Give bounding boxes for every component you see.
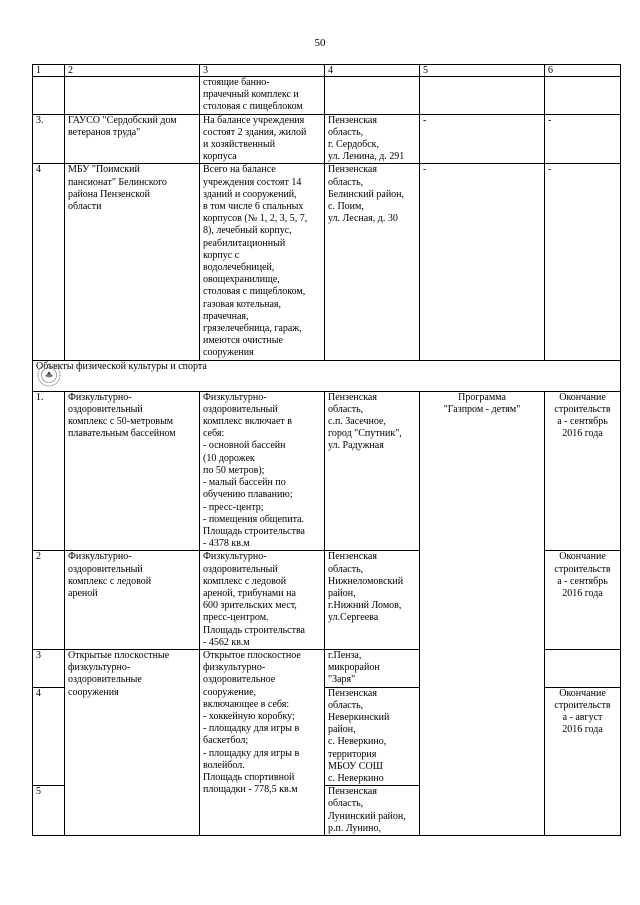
table-row	[33, 164, 621, 360]
objects-table	[32, 64, 621, 836]
cell-address: Пензенская область, Белинский район, с. Поим, ул. Лесная, д. 30	[325, 164, 420, 360]
table-header-row	[33, 65, 621, 77]
cell-address: Пензенская область, с.п. Засечное, город "Спутник", ул. Радужная	[325, 391, 420, 551]
section-title: Объекты физической культуры и спорта	[36, 360, 207, 372]
cell-name: Физкультурно- оздоровительный комплекс с 50-метровым плавательным бассейном	[65, 391, 200, 551]
cell-description: Всего на балансе учреждения состоят 14 зданий и сооружений, в том числе 6 спальных корпусов (№ 1, 2, 3, 5, 7, 8), лечебный корпус, реабилитационный корпус с водолечебницей, овощехранилище, столовая с пищеблоком, газовая котельная, прачечная, грязелечебница, гараж, имеются очистные сооружения	[200, 164, 325, 360]
cell-name	[65, 77, 200, 115]
cell-deadline	[545, 649, 621, 687]
cell-number: 3	[33, 649, 65, 687]
page-number: 50	[314, 37, 326, 49]
cell-deadline: -	[545, 114, 621, 164]
cell-address: Пензенская область, Лунинский район, р.п. Лунино,	[325, 786, 420, 836]
cell-description: стоящие банно- прачечный комплекс и столовая с пищеблоком	[200, 77, 325, 115]
cell-address: Пензенская область, Нижнеломовский район, г.Нижний Ломов, ул.Сергеева	[325, 551, 420, 650]
header-cell: 4	[325, 65, 420, 77]
seal-icon	[37, 363, 61, 387]
section-row	[33, 360, 621, 391]
cell-deadline	[545, 77, 621, 115]
table-row	[33, 391, 621, 551]
cell-name: Открытые плоскостные физкультурно- оздоровительные сооружения	[65, 649, 200, 835]
cell-program: -	[420, 114, 545, 164]
cell-program	[420, 77, 545, 115]
cell-number: 5	[33, 786, 65, 836]
cell-number: 4	[33, 164, 65, 360]
cell-address: г.Пенза, микрорайон "Заря"	[325, 649, 420, 687]
cell-address	[325, 77, 420, 115]
cell-name: Физкультурно- оздоровительный комплекс с ледовой ареной	[65, 551, 200, 650]
cell-description: На балансе учреждения состоят 2 здания, жилой и хозяйственный корпуса	[200, 114, 325, 164]
table-row	[33, 114, 621, 164]
cell-address: Пензенская область, Неверкинский район, с. Неверкино, территория МБОУ СОШ с. Неверкино	[325, 687, 420, 786]
cell-deadline: Окончание строительств а - август 2016 года	[545, 687, 621, 835]
cell-deadline: -	[545, 164, 621, 360]
cell-program: Программа "Газпром - детям"	[420, 391, 545, 835]
cell-deadline: Окончание строительств а - сентябрь 2016 года	[545, 391, 621, 551]
cell-name: МБУ "Поимский пансионат" Белинского района Пензенской области	[65, 164, 200, 360]
table-row	[33, 77, 621, 115]
cell-number: 4	[33, 687, 65, 786]
header-cell: 1	[33, 65, 65, 77]
cell-name: ГАУСО "Сердобский дом ветеранов труда"	[65, 114, 200, 164]
cell-description: Открытое плоскостное физкультурно- оздоровительное сооружение, включающее в себя: - хоккейную коробку; - площадку для игры в баскетбол; - площадку для игры в волейбол. Площадь спортивной площадки - 778,5 кв.м	[200, 649, 325, 835]
cell-deadline: Окончание строительств а - сентябрь 2016 года	[545, 551, 621, 650]
cell-description: Физкультурно- оздоровительный комплекс включает в себя: - основной бассейн (10 дорожек по 50 метров); - малый бассейн по обучению плаванию; - пресс-центр; - помещения общепита. Площадь строительства - 4378 кв.м	[200, 391, 325, 551]
cell-number	[33, 77, 65, 115]
cell-program: -	[420, 164, 545, 360]
cell-number: 3.	[33, 114, 65, 164]
cell-number: 1.	[33, 391, 65, 551]
section-heading-cell	[33, 360, 621, 391]
header-cell: 2	[65, 65, 200, 77]
cell-number: 2	[33, 551, 65, 650]
cell-address: Пензенская область, г. Сердобск, ул. Ленина, д. 291	[325, 114, 420, 164]
header-cell: 3	[200, 65, 325, 77]
cell-description: Физкультурно- оздоровительный комплекс с ледовой ареной, трибунами на 600 зрительских мест, пресс-центром. Площадь строительства - 4562 кв.м	[200, 551, 325, 650]
header-cell: 6	[545, 65, 621, 77]
header-cell: 5	[420, 65, 545, 77]
